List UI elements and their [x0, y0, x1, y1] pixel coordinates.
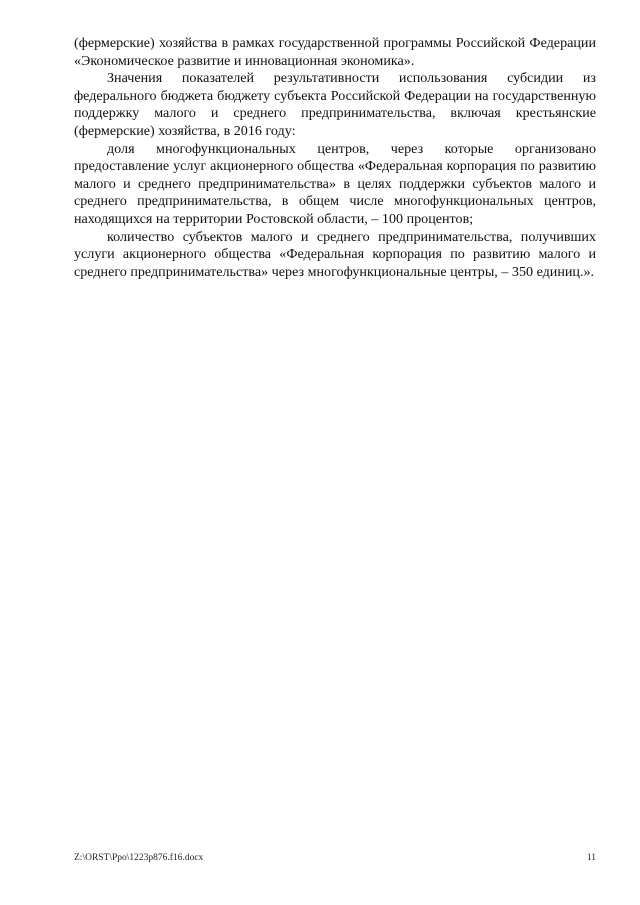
paragraph-program-continuation: (фермерские) хозяйства в рамках государственной программы Российской Федерации «Экономическое развитие и инновационная экономика».	[74, 35, 596, 69]
document-body	[74, 35, 596, 281]
footer-file-path: Z:\ORST\Ppo\1223p876.f16.docx	[74, 853, 204, 863]
paragraph-mfc-share: доля многофункциональных центров, через которые организовано предоставление услуг акционерного общества «Федеральная корпорация по развитию малого и среднего предпринимательства» в целях поддержки субъектов малого и среднего предпринимательства, в общем числе многофункциональных центров, находящихся на территории Ростовской области, – 100 процентов;	[74, 140, 596, 227]
footer-page-number: 11	[586, 853, 596, 863]
paragraph-indicator-intro: Значения показателей результативности использования субсидии из федерального бюджета бюджету субъекта Российской Федерации на государственную поддержку малого и среднего предпринимательства, включая крестьянские (фермерские) хозяйства, в 2016 году:	[74, 70, 596, 139]
paragraph-sme-count: количество субъектов малого и среднего предпринимательства, получивших услуги акционерного общества «Федеральная корпорация по развитию малого и среднего предпринимательства» через многофункциональные центры, – 350 единиц.».	[74, 228, 596, 280]
